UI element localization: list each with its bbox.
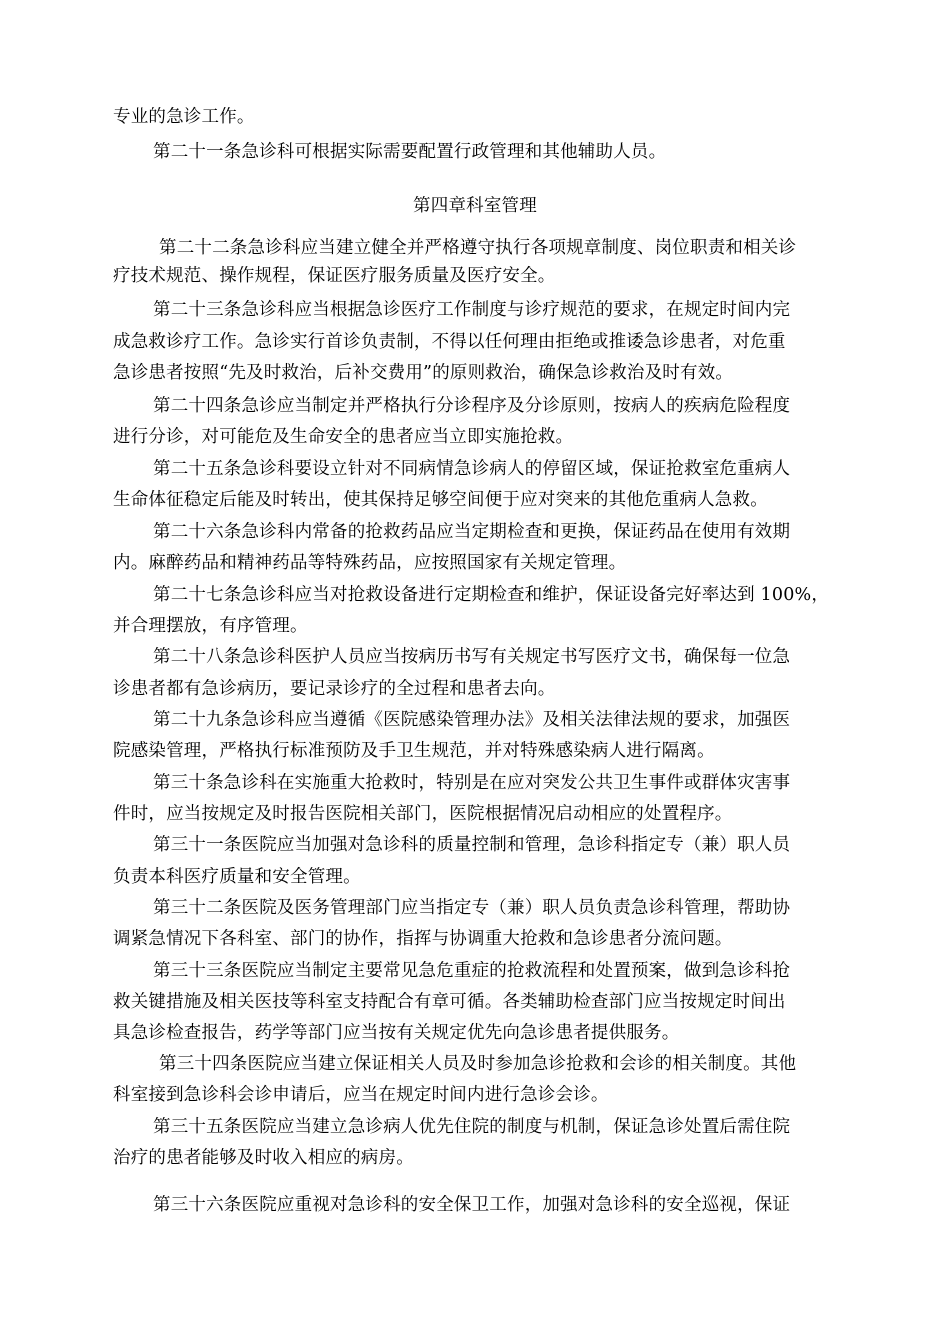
text-line: 科室接到急诊科会诊申请后，应当在规定时间内进行急诊会诊。 bbox=[113, 1085, 609, 1105]
text-line: 负责本科医疗质量和安全管理。 bbox=[113, 867, 361, 887]
text-line: 第二十三条急诊科应当根据急诊医疗工作制度与诊疗规范的要求，在规定时间内完 bbox=[153, 300, 791, 320]
text-line: 治疗的患者能够及时收入相应的病房。 bbox=[113, 1148, 414, 1168]
text-line: 内。麻醉药品和精神药品等特殊药品，应按照国家有关规定管理。 bbox=[113, 553, 627, 573]
text-line: 第二十五条急诊科要设立针对不同病情急诊病人的停留区域，保证抢救室危重病人 bbox=[153, 459, 791, 479]
text-line: 第三十条急诊科在实施重大抢救时，特别是在应对突发公共卫生事件或群体灾害事 bbox=[153, 773, 791, 793]
text-line: 第三十四条医院应当建立保证相关人员及时参加急诊抢救和会诊的相关制度。其他 bbox=[159, 1054, 797, 1074]
text-line: 第三十五条医院应当建立急诊病人优先住院的制度与机制，保证急诊处置后需住院 bbox=[153, 1117, 791, 1137]
text-line: 第三十一条医院应当加强对急诊科的质量控制和管理，急诊科指定专（兼）职人员 bbox=[153, 835, 791, 855]
text-line: 并合理摆放，有序管理。 bbox=[113, 616, 308, 636]
text-line: 成急救诊疗工作。急诊实行首诊负责制，不得以任何理由拒绝或推诿急诊患者，对危重 bbox=[113, 332, 786, 352]
text-line: 第三十二条医院及医务管理部门应当指定专（兼）职人员负责急诊科管理，帮助协 bbox=[153, 898, 791, 918]
text-line: 件时，应当按规定及时报告医院相关部门，医院根据情况启动相应的处置程序。 bbox=[113, 804, 733, 824]
text-line: 第二十四条急诊应当制定并严格执行分诊程序及分诊原则，按病人的疾病危险程度 bbox=[153, 396, 791, 416]
text-line: 急诊患者按照“先及时救治，后补交费用”的原则救治，确保急诊救治及时有效。 bbox=[113, 363, 734, 383]
chapter-heading: 第四章科室管理 bbox=[413, 196, 537, 216]
text-line: 生命体征稳定后能及时转出，使其保持足够空间便于应对突来的其他危重病人急救。 bbox=[113, 490, 768, 510]
text-line: 进行分诊，对可能危及生命安全的患者应当立即实施抢救。 bbox=[113, 427, 574, 447]
text-line: 具急诊检查报告，药学等部门应当按有关规定优先向急诊患者提供服务。 bbox=[113, 1023, 680, 1043]
text-line: 第三十三条医院应当制定主要常见急危重症的抢救流程和处置预案，做到急诊科抢 bbox=[153, 961, 791, 981]
text-line: 专业的急诊工作。 bbox=[113, 107, 255, 127]
text-line: 第二十七条急诊科应当对抢救设备进行定期检查和维护，保证设备完好率达到 100%， bbox=[153, 585, 830, 605]
text-line: 第二十二条急诊科应当建立健全并严格遵守执行各项规章制度、岗位职责和相关诊 bbox=[159, 238, 797, 258]
text-line: 第二十九条急诊科应当遵循《医院感染管理办法》及相关法律法规的要求，加强医 bbox=[153, 710, 791, 730]
text-line: 第二十一条急诊科可根据实际需要配置行政管理和其他辅助人员。 bbox=[153, 142, 667, 162]
text-line: 院感染管理，严格执行标准预防及手卫生规范，并对特殊感染病人进行隔离。 bbox=[113, 741, 715, 761]
text-line: 第二十八条急诊科医护人员应当按病历书写有关规定书写医疗文书，确保每一位急 bbox=[153, 647, 791, 667]
text-line: 第三十六条医院应重视对急诊科的安全保卫工作，加强对急诊科的安全巡视，保证 bbox=[153, 1195, 791, 1215]
text-line: 第二十六条急诊科内常备的抢救药品应当定期检查和更换，保证药品在使用有效期 bbox=[153, 522, 791, 542]
text-line: 调紧急情况下各科室、部门的协作，指挥与协调重大抢救和急诊患者分流问题。 bbox=[113, 929, 733, 949]
text-line: 救关键措施及相关医技等科室支持配合有章可循。各类辅助检查部门应当按规定时间出 bbox=[113, 992, 786, 1012]
text-line: 诊患者都有急诊病历，要记录诊疗的全过程和患者去向。 bbox=[113, 679, 556, 699]
text-line: 疗技术规范、操作规程，保证医疗服务质量及医疗安全。 bbox=[113, 266, 556, 286]
